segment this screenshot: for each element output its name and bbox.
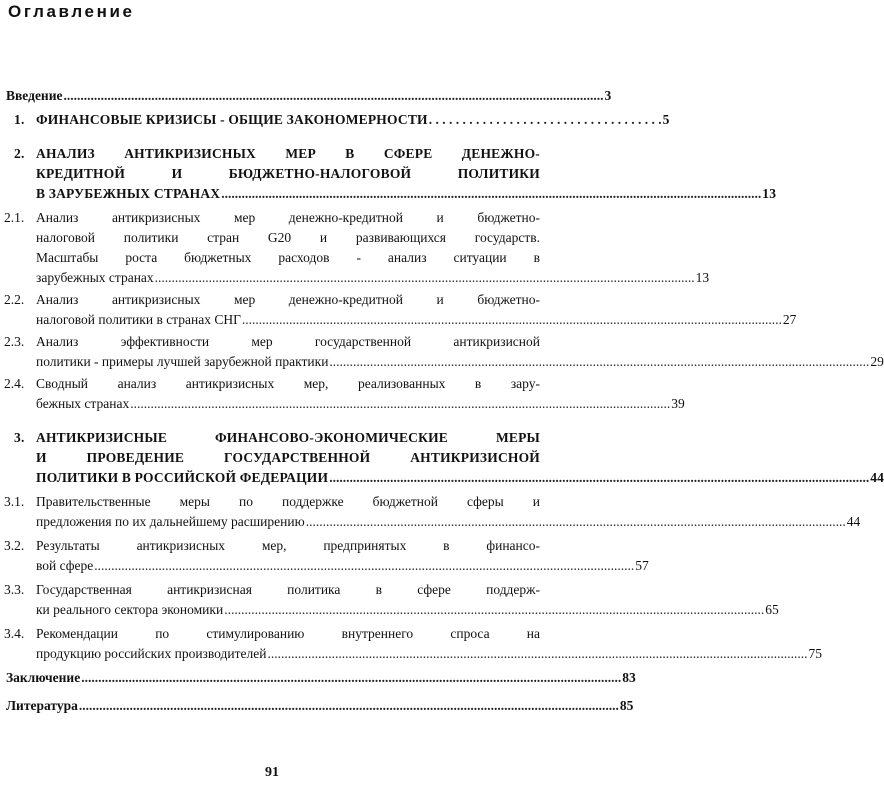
entry-number: 3.3.: [4, 582, 25, 597]
entry-title: предложения по их дальнейшему расширению: [36, 514, 305, 529]
entry-number: 3.4.: [4, 626, 25, 641]
entry-title: бежных странах: [36, 396, 130, 411]
entry-page: 44: [870, 470, 884, 485]
entry-page: 13: [762, 186, 777, 201]
entry-title-line: Масштабы роста бюджетных расходов - анализ ситуации в: [36, 250, 540, 265]
entry-page: 5: [662, 112, 670, 127]
entry-title: зарубежных странах: [36, 270, 154, 285]
entry-title-line: Государственная антикризисная политика в сфере поддерж-: [36, 582, 540, 597]
entry-title-line: Сводный анализ антикризисных мер, реализованных в зару-: [36, 376, 540, 391]
entry-title-line: И ПРОВЕДЕНИЕ ГОСУДАРСТВЕННОЙ АНТИКРИЗИСНОЙ: [36, 450, 540, 465]
entry-title: Литература: [6, 698, 78, 713]
entry-page: 75: [808, 646, 822, 661]
entry-page: 3: [604, 88, 612, 103]
entry-title: продукцию российских производителей: [36, 646, 267, 661]
entry-title: вой сфере: [36, 558, 94, 573]
entry-number: 3.1.: [4, 494, 25, 509]
entry-page: 65: [765, 602, 779, 617]
entry-page: 57: [635, 558, 649, 573]
entry-number: 3.: [14, 430, 25, 445]
entry-number: 2.3.: [4, 334, 25, 349]
entry-number: 1.: [14, 112, 25, 127]
entry-page: 83: [622, 670, 636, 685]
leader-dots: ................................................................................................................................................................: [267, 646, 808, 661]
entry-title: В ЗАРУБЕЖНЫХ СТРАНАХ: [36, 186, 221, 201]
entry-title: политики - примеры лучшей зарубежной практики: [36, 354, 329, 369]
entry-title-line: Анализ антикризисных мер денежно-кредитной и бюджетно-: [36, 292, 540, 307]
entry-title-line: Правительственные меры по поддержке бюджетной сферы и: [36, 494, 540, 509]
entry-page: 44: [846, 514, 861, 529]
entry-title-line: АНТИКРИЗИСНЫЕ ФИНАНСОВО-ЭКОНОМИЧЕСКИЕ МЕРЫ: [36, 430, 540, 445]
entry-number: 2.4.: [4, 376, 25, 391]
entry-page: 39: [671, 396, 685, 411]
leader-dots: ................................................................................................................................................................: [81, 670, 622, 685]
entry-title-line: Рекомендации по стимулированию внутреннего спроса на: [36, 626, 540, 641]
entry-title: налоговой политики в странах СНГ: [36, 312, 241, 327]
page-number: 91: [265, 765, 279, 780]
entry-page: 29: [870, 354, 884, 369]
entry-title: ПОЛИТИКИ В РОССИЙСКОЙ ФЕДЕРАЦИИ: [36, 470, 329, 485]
entry-title: ФИНАНСОВЫЕ КРИЗИСЫ - ОБЩИЕ ЗАКОНОМЕРНОСТИ: [36, 112, 428, 127]
entry-title: Заключение: [6, 670, 81, 685]
entry-number: 2.1.: [4, 210, 25, 225]
entry-title-line: Анализ антикризисных мер денежно-кредитной и бюджетно-: [36, 210, 540, 225]
leader-dots: . . . . . . . . . . . . . . . . . . . . . . . . . . . . . . . . . . .: [428, 112, 662, 127]
entry-title-line: налоговой политики стран G20 и развивающихся государств.: [36, 230, 540, 245]
leader-dots: ................................................................................................................................................................: [305, 514, 846, 529]
entry-page: 27: [782, 312, 797, 327]
entry-title-line: Анализ эффективности мер государственной антикризисной: [36, 334, 540, 349]
entry-title: ки реального сектора экономики: [36, 602, 224, 617]
entry-number: 3.2.: [4, 538, 25, 553]
entry-number: 2.: [14, 146, 25, 161]
leader-dots: ................................................................................................................................................................: [329, 354, 870, 369]
leader-dots: ................................................................................................................................................................: [130, 396, 671, 411]
entry-title: Введение: [6, 88, 63, 103]
entry-page: 13: [695, 270, 710, 285]
leader-dots: ................................................................................................................................................................: [94, 558, 635, 573]
leader-dots: ................................................................................................................................................................: [241, 312, 782, 327]
entry-title-line: КРЕДИТНОЙ И БЮДЖЕТНО-НАЛОГОВОЙ ПОЛИТИКИ: [36, 166, 540, 181]
toc-heading: Оглавление: [8, 2, 135, 21]
entry-number: 2.2.: [4, 292, 25, 307]
leader-dots: ................................................................................................................................................................: [224, 602, 765, 617]
leader-dots: ................................................................................................................................................................: [221, 186, 762, 201]
entry-title-line: Результаты антикризисных мер, предпринятых в финансо-: [36, 538, 540, 553]
leader-dots: ................................................................................................................................................................: [63, 88, 604, 103]
leader-dots: ................................................................................................................................................................: [329, 470, 870, 485]
entry-page: 85: [619, 698, 634, 713]
entry-title-line: АНАЛИЗ АНТИКРИЗИСНЫХ МЕР В СФЕРЕ ДЕНЕЖНО-: [36, 146, 540, 161]
leader-dots: ................................................................................................................................................................: [78, 698, 619, 713]
leader-dots: ................................................................................................................................................................: [154, 270, 695, 285]
